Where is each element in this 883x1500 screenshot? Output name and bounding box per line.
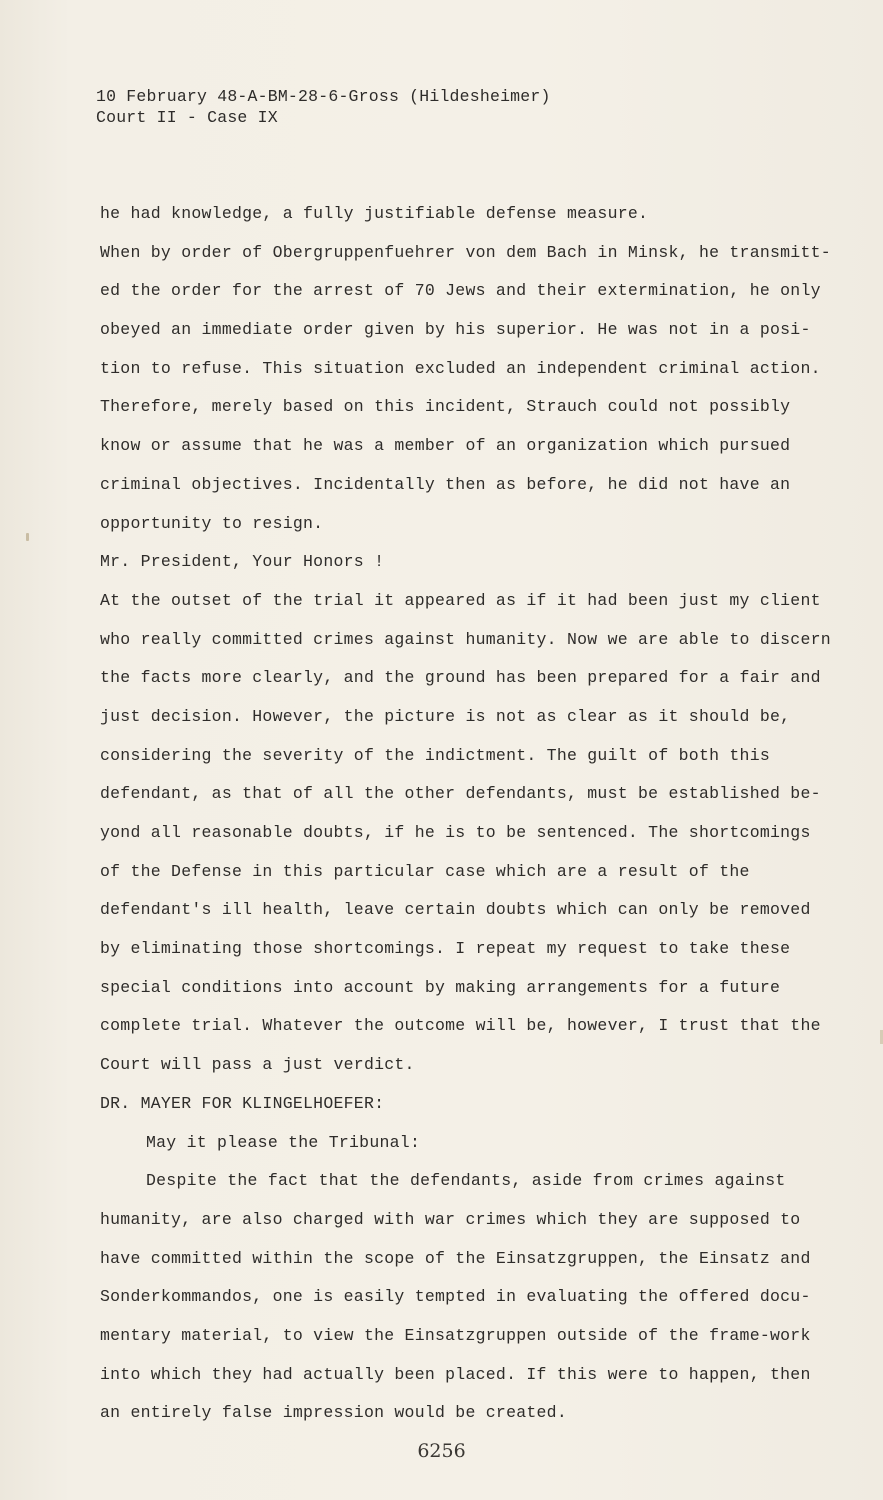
document-header	[96, 86, 551, 128]
text-line: ed the order for the arrest of 70 Jews and their extermination, he only	[100, 281, 821, 301]
text-line: opportunity to resign.	[100, 513, 324, 533]
text-line: into which they had actually been placed. If this were to happen, then	[100, 1364, 811, 1384]
text-line: humanity, are also charged with war crimes which they are supposed to	[100, 1209, 801, 1229]
text-line: have committed within the scope of the Einsatzgruppen, the Einsatz and	[100, 1248, 811, 1268]
text-line: yond all reasonable doubts, if he is to be sentenced. The shortcomings	[100, 823, 811, 842]
text-line: by eliminating those shortcomings. I repeat my request to take these	[100, 939, 791, 959]
text-line: Sonderkommandos, one is easily tempted in evaluating the offered docu-	[100, 1287, 811, 1307]
text-line: tion to refuse. This situation excluded an independent criminal action.	[100, 358, 821, 378]
address-line: May it please the Tribunal:	[146, 1132, 421, 1152]
header-court-case: Court II - Case IX	[96, 108, 278, 127]
text-line: defendant, as that of all the other defendants, must be established be-	[100, 784, 821, 804]
text-line: criminal objectives. Incidentally then as before, he did not have an	[100, 474, 791, 494]
text-line: an entirely false impression would be created.	[100, 1403, 567, 1423]
text-line: Court will pass a just verdict.	[100, 1055, 415, 1075]
text-line: considering the severity of the indictment. The guilt of both this	[100, 745, 771, 765]
speaker-heading: DR. MAYER FOR KLINGELHOEFER:	[100, 1093, 385, 1113]
page-number: 6256	[417, 1440, 466, 1462]
text-line: obeyed an immediate order given by his superior. He was not in a posi-	[100, 320, 811, 340]
transcript-body	[100, 198, 831, 1436]
text-line: who really committed crimes against humanity. Now we are able to discern	[100, 629, 831, 649]
text-line: he had knowledge, a fully justifiable defense measure.	[100, 204, 649, 223]
text-line: mentary material, to view the Einsatzgruppen outside of the frame-work	[100, 1325, 811, 1345]
text-line: special conditions into account by making arrangements for a future	[100, 977, 781, 997]
text-line: Therefore, merely based on this incident, Strauch could not possibly	[100, 397, 791, 417]
text-line: just decision. However, the picture is not as clear as it should be,	[100, 706, 791, 726]
text-line: complete trial. Whatever the outcome will be, however, I trust that the	[100, 1016, 821, 1036]
text-line: the facts more clearly, and the ground has been prepared for a fair and	[100, 668, 821, 688]
text-line: At the outset of the trial it appeared as if it had been just my client	[100, 590, 821, 610]
binding-mark	[26, 533, 29, 541]
text-line: defendant's ill health, leave certain doubts which can only be removed	[100, 900, 811, 920]
text-line: of the Defense in this particular case which are a result of the	[100, 861, 750, 881]
text-line: When by order of Obergruppenfuehrer von dem Bach in Minsk, he transmitt-	[100, 242, 831, 262]
salutation-line: Mr. President, Your Honors !	[100, 552, 385, 572]
header-date-reference: 10 February 48-A-BM-28-6-Gross (Hildesheimer)	[96, 87, 551, 106]
text-line: know or assume that he was a member of an organization which pursued	[100, 436, 791, 456]
text-line: Despite the fact that the defendants, aside from crimes against	[146, 1171, 786, 1191]
